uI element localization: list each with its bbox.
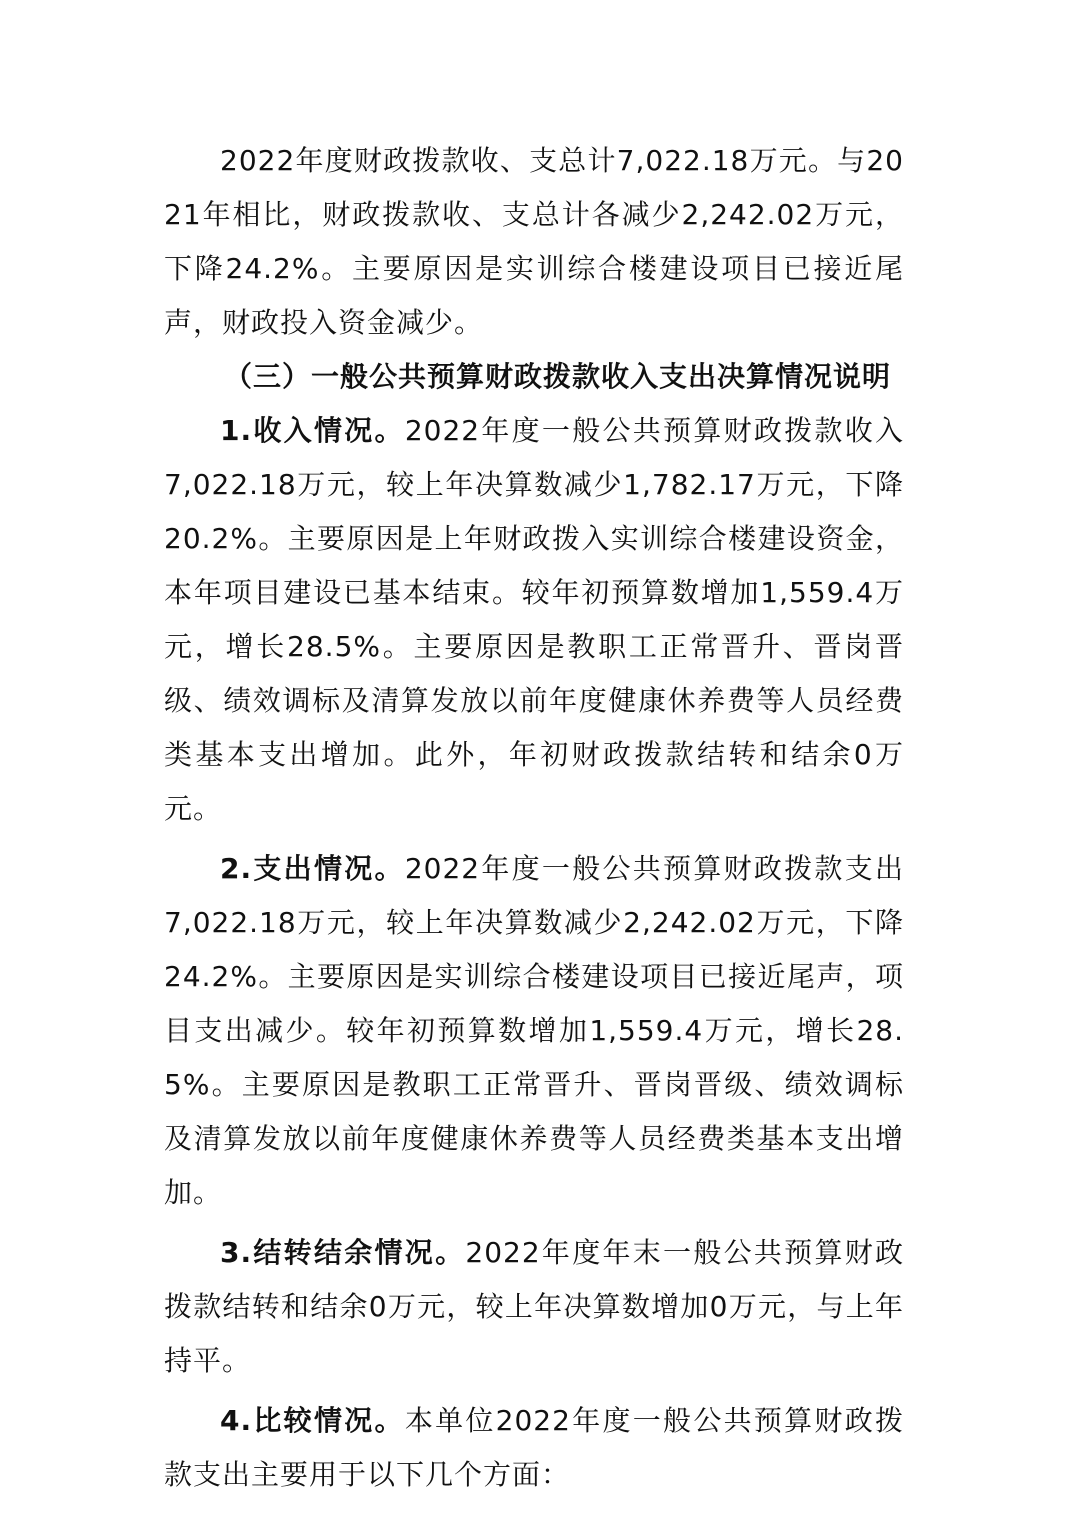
income-lead: 1.收入情况。 bbox=[220, 414, 405, 447]
comparison-lead: 4.比较情况。 bbox=[220, 1404, 405, 1437]
document-body bbox=[164, 134, 904, 1502]
income-text: 2022年度一般公共预算财政拨款收入7,022.18万元，较上年决算数减少1,782.17万元，下降20.2%。主要原因是上年财政拨入实训综合楼建设资金，本年项目建设已基本结束。较年初预算数增加1,559.4万元，增长28.5%。主要原因是教职工正常晋升、晋岗晋级、绩效调标及清算发放以前年度健康休养费等人员经费类基本支出增加。此外，年初财政拨款结转和结余0万元。 bbox=[164, 414, 904, 825]
comparison-paragraph bbox=[164, 1394, 904, 1502]
carryover-text: 2022年度年末一般公共预算财政拨款结转和结余0万元，较上年决算数增加0万元，与上年持平。 bbox=[164, 1236, 904, 1377]
intro-paragraph: 2022年度财政拨款收、支总计7,022.18万元。与2021年相比，财政拨款收、支总计各减少2,242.02万元，下降24.2%。主要原因是实训综合楼建设项目已接近尾声，财政投入资金减少。 bbox=[164, 144, 904, 339]
carryover-lead: 3.结转结余情况。 bbox=[220, 1236, 466, 1269]
carryover-paragraph bbox=[164, 1226, 904, 1388]
expenditure-paragraph bbox=[164, 842, 904, 1220]
expenditure-lead: 2.支出情况。 bbox=[220, 852, 405, 885]
comparison-text: 本单位2022年度一般公共预算财政拨款支出主要用于以下几个方面： bbox=[164, 1404, 904, 1491]
income-paragraph bbox=[164, 404, 904, 836]
section-heading: （三）一般公共预算财政拨款收入支出决算情况说明 bbox=[224, 360, 892, 393]
expenditure-text: 2022年度一般公共预算财政拨款支出7,022.18万元，较上年决算数减少2,242.02万元，下降24.2%。主要原因是实训综合楼建设项目已接近尾声，项目支出减少。较年初预算数增加1,559.4万元，增长28.5%。主要原因是教职工正常晋升、晋岗晋级、绩效调标及清算发放以前年度健康休养费等人员经费类基本支出增加。 bbox=[164, 852, 904, 1209]
